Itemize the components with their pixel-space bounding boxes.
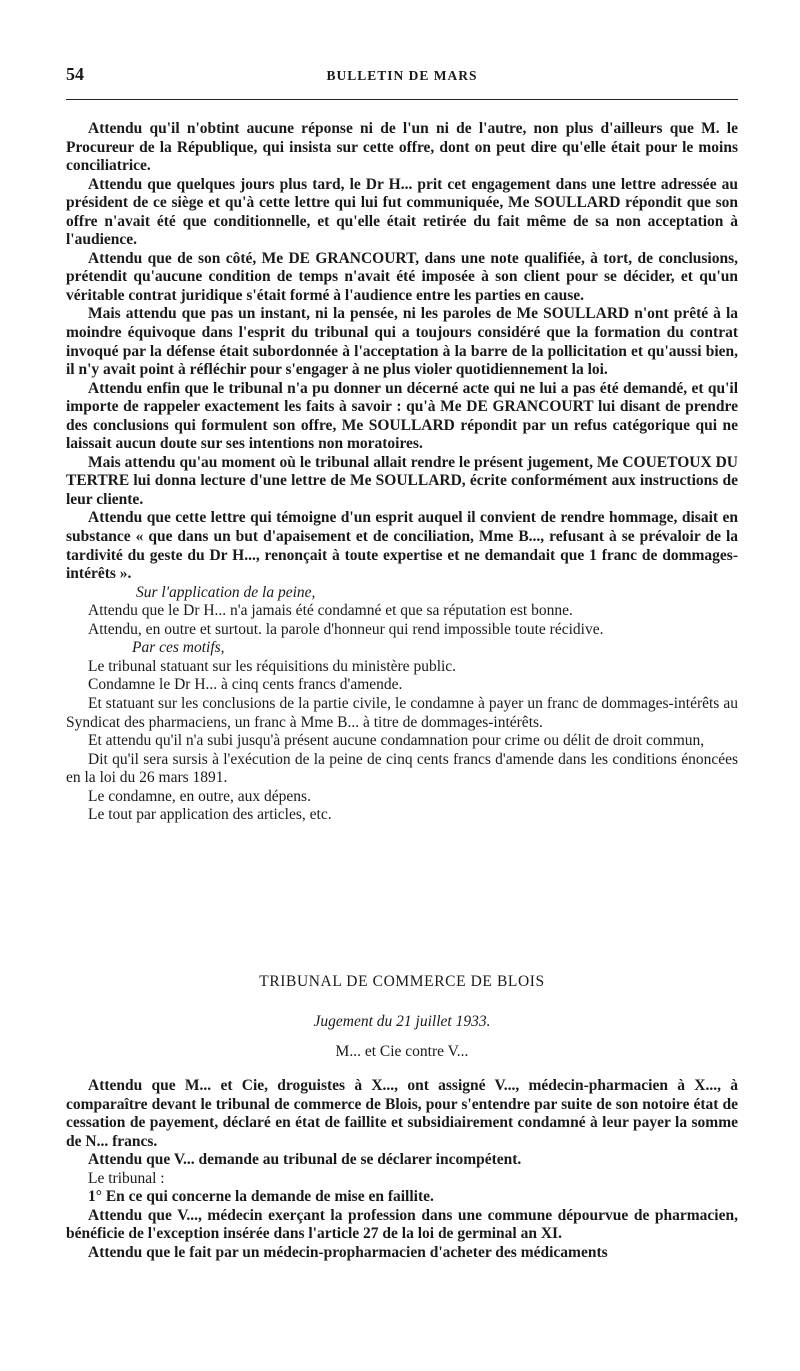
paragraph: Le condamne, en outre, aux dépens. [88,787,311,805]
paragraph: Dit qu'il sera sursis à l'exécution de la peine de cinq cents francs d'amende dans les conditions énoncées en la loi du 26 mars 1891. [66,750,738,787]
paragraph: Attendu, en outre et surtout. la parole d'honneur qui rend impossible toute récidive. [88,620,604,638]
case-parties: M... et Cie contre V... [335,1043,469,1060]
paragraph: Attendu que cette lettre qui témoigne d'un esprit auquel il convient de rendre hommage, disait en substance « que dans un but d'apaisement et de conciliation, Mme B..., refusant à se prévaloir de la tardivité du geste du Dr H..., renonçait à toute expertise et ne demandait que 1 franc de dommages-intérêts ». [66,509,738,583]
paragraph: 1° En ce qui concerne la demande de mise en faillite. [88,1188,434,1205]
page-header [66,62,738,88]
paragraph: Et statuant sur les conclusions de la partie civile, le condamne à payer un franc de dommages-intérêts au Syndicat des pharmaciens, un franc à Mme B... à titre de dommages-intérêts. [66,694,738,731]
subheading: Par ces motifs, [132,639,225,657]
paragraph: Attendu que M... et Cie, droguistes à X..., ont assigné V..., médecin-pharmacien à X..., à comparaître devant le tribunal de commerce de Blois, pour s'entendre par suite de son notoire état de cessation de payement, déclaré en état de faillite et subsidiairement condamné à leur payer la somme de N... francs. [66,1077,738,1150]
paragraph: Mais attendu que pas un instant, ni la pensée, ni les paroles de Me SOULLARD n'ont prêté à la moindre équivoque dans l'esprit du tribunal qui a toujours considéré que la formation du contrat invoqué par la défense était subordonnée à l'acceptation à la barre de la pollicitation et qu'aussi bien, il n'y avait point à réfléchir pour s'engager à ne plus violer quotidiennement la loi. [66,305,738,379]
running-title: BULLETIN DE MARS [326,68,478,83]
paragraph: Condamne le Dr H... à cinq cents francs d'amende. [88,676,403,694]
paragraph: Le tribunal : [88,1169,165,1187]
paragraph: Attendu que quelques jours plus tard, le Dr H... prit cet engagement dans une lettre adressée au président de ce siège et qu'à cette lettre qui lui fut communiquée, Me SOULLARD répondit que son offre n'avait été que conditionnelle, et qu'elle était retirée du fait même de sa non acceptation à l'audience. [66,175,738,249]
header-rule [66,99,738,100]
paragraph: Le tribunal statuant sur les réquisitions du ministère public. [88,657,457,675]
court-title: TRIBUNAL DE COMMERCE DE BLOIS [259,973,545,990]
paragraph: Attendu que de son côté, Me DE GRANCOURT, dans une note qualifiée, à tort, de conclusions, prétendit qu'aucune condition de temps n'avait été imposée à son client pour se décider, et qu'un véritable contrat juridique s'était formé à l'audience entre les parties en cause. [66,249,738,304]
judgment-date: Jugement du 21 juillet 1933. [313,1013,491,1030]
paragraph: Le tout par application des articles, etc. [88,806,332,824]
paragraph: Attendu que le fait par un médecin-propharmacien d'acheter des médicaments [88,1243,608,1261]
subheading: Sur l'application de la peine, [136,583,316,601]
paragraph: Attendu qu'il n'obtint aucune réponse ni de l'un ni de l'autre, non plus d'ailleurs que M. le Procureur de la République, qui insista sur cette offre, dont on peut dire qu'elle était pour le moins conciliatrice. [66,120,738,175]
body-text-part-2 [66,1077,738,1262]
paragraph: Mais attendu qu'au moment où le tribunal allait rendre le présent jugement, Me COUETOUX DU TERTRE lui donna lecture d'une lettre de Me SOULLARD, écrite conformément aux instructions de leur cliente. [66,453,738,508]
paragraph: Et attendu qu'il n'a subi jusqu'à présent aucune condamnation pour crime ou délit de droit commun, [88,732,705,750]
paragraph: Attendu enfin que le tribunal n'a pu donner un décerné acte qui ne lui a pas été demandé, et qu'il importe de rappeler exactement les faits à savoir : qu'à Me DE GRANCOURT lui disant de prendre des conclusions qui formulent son offre, Me SOULLARD répondit par un refus catégorique qui ne laissait aucun doute sur ses intentions non moratoires. [66,379,738,453]
paragraph: Attendu que V..., médecin exerçant la profession dans une commune dépourvue de pharmacien, bénéficie de l'exception insérée dans l'article 27 de la loi de germinal an XI. [66,1206,738,1242]
paragraph: Attendu que le Dr H... n'a jamais été condamné et que sa réputation est bonne. [88,602,573,620]
page-number: 54 [66,64,84,84]
paragraph: Attendu que V... demande au tribunal de se déclarer incompétent. [88,1151,522,1168]
body-text-part-1 [66,120,738,825]
